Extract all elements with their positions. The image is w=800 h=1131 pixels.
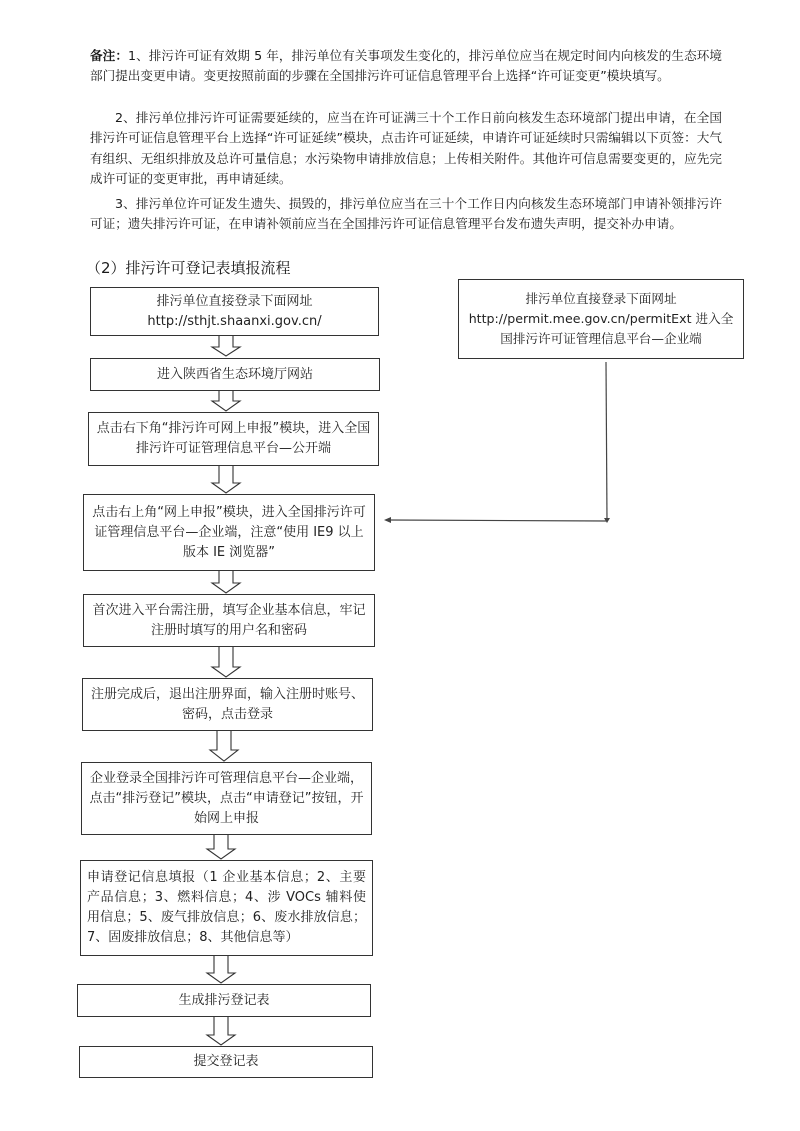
side-step-box bbox=[458, 279, 744, 359]
down-arrow-icon bbox=[207, 835, 235, 859]
step-5-box bbox=[83, 594, 375, 647]
step-3-text: 点击右下角“排污许可网上申报”模块，进入全国排污许可证管理信息平台—公开端 bbox=[96, 421, 371, 456]
step-6-box bbox=[82, 678, 373, 731]
step-2-text: 进入陕西省生态环境厅网站 bbox=[156, 366, 313, 382]
step-1-box bbox=[90, 287, 379, 336]
step-1-url: http://sthjt.shaanxi.gov.cn/ bbox=[147, 313, 322, 329]
down-arrow-icon bbox=[210, 731, 238, 761]
note-3: 3、排污单位许可证发生遗失、损毁的，排污单位应当在三十个工作日内向核发生态环境部门申请补领排污许可证；遗失排污许可证，在申请补领前应当在全国排污许可证信息管理平台发布遗失声明，提交补办申请。 bbox=[90, 196, 722, 232]
step-8-text: 申请登记信息填报（1 企业基本信息；2、主要产品信息；3、燃料信息；4、涉 VOCs 辅料使用信息；5、废气排放信息；6、废水排放信息；7、固废排放信息；8、其他信息等） bbox=[87, 870, 366, 945]
step-1-text: 排污单位直接登录下面网址 bbox=[156, 293, 313, 309]
step-9-text: 生成排污登记表 bbox=[178, 992, 270, 1008]
side-step-text: 排污单位直接登录下面网址 bbox=[525, 291, 677, 306]
down-arrow-icon bbox=[212, 571, 240, 593]
step-4-box bbox=[83, 494, 375, 571]
note-2: 2、排污单位排污许可证需要延续的，应当在许可证满三十个工作日前向核发生态环境部门提出申请，在全国排污许可证信息管理平台上选择“许可证延续”模块，点击许可证延续，申请许可证延续时只需编辑以下页签：大气有组织、无组织排放及总许可量信息；水污染物申请排放信息；上传相关附件。其他许可信息需要变更的，应先完成许可证的变更审批，再申请延续。 bbox=[90, 110, 722, 187]
step-8-box bbox=[80, 860, 373, 956]
side-connector-horizontal bbox=[388, 520, 607, 521]
down-arrow-icon bbox=[212, 336, 240, 356]
side-connector-vertical bbox=[606, 362, 607, 521]
down-arrow-icon bbox=[212, 466, 240, 493]
note-1-text: 1、排污许可证有效期 5 年，排污单位有关事项发生变化的，排污单位应当在规定时间内向核发的生态环境部门提出变更申请。变更按照前面的步骤在全国排污许可证信息管理平台上选择“许可证变更”模块填写。 bbox=[90, 48, 722, 84]
down-arrow-icon bbox=[207, 1017, 235, 1045]
step-9-box bbox=[77, 984, 371, 1017]
side-step-url: http://permit.mee.gov.cn/permitExt 进入全国排污许可证管理信息平台—企业端 bbox=[468, 311, 734, 346]
section-heading: （2）排污许可登记表填报流程 bbox=[86, 259, 291, 277]
left-arrow-icon bbox=[384, 517, 391, 523]
down-arrow-icon bbox=[212, 647, 240, 677]
down-arrow-icon bbox=[207, 956, 235, 983]
step-2-box bbox=[90, 358, 380, 391]
step-6-text: 注册完成后，退出注册界面，输入注册时账号、密码，点击登录 bbox=[90, 686, 364, 722]
step-10-text: 提交登记表 bbox=[193, 1054, 259, 1069]
note-label: 备注： bbox=[90, 48, 128, 63]
step-3-box bbox=[88, 412, 379, 466]
step-7-text: 企业登录全国排污许可管理信息平台—企业端，点击“排污登记”模块，点击“申请登记”按钮，开始网上申报 bbox=[89, 770, 364, 826]
step-10-box bbox=[79, 1046, 373, 1078]
down-arrow-icon bbox=[212, 391, 240, 411]
step-7-box bbox=[81, 762, 372, 835]
step-5-text: 首次进入平台需注册，填写企业基本信息，牢记注册时填写的用户名和密码 bbox=[92, 602, 366, 638]
step-4-text: 点击右上角“网上申报”模块，进入全国排污许可证管理信息平台—企业端，注意“使用 IE9 以上版本 IE 浏览器” bbox=[92, 504, 366, 560]
